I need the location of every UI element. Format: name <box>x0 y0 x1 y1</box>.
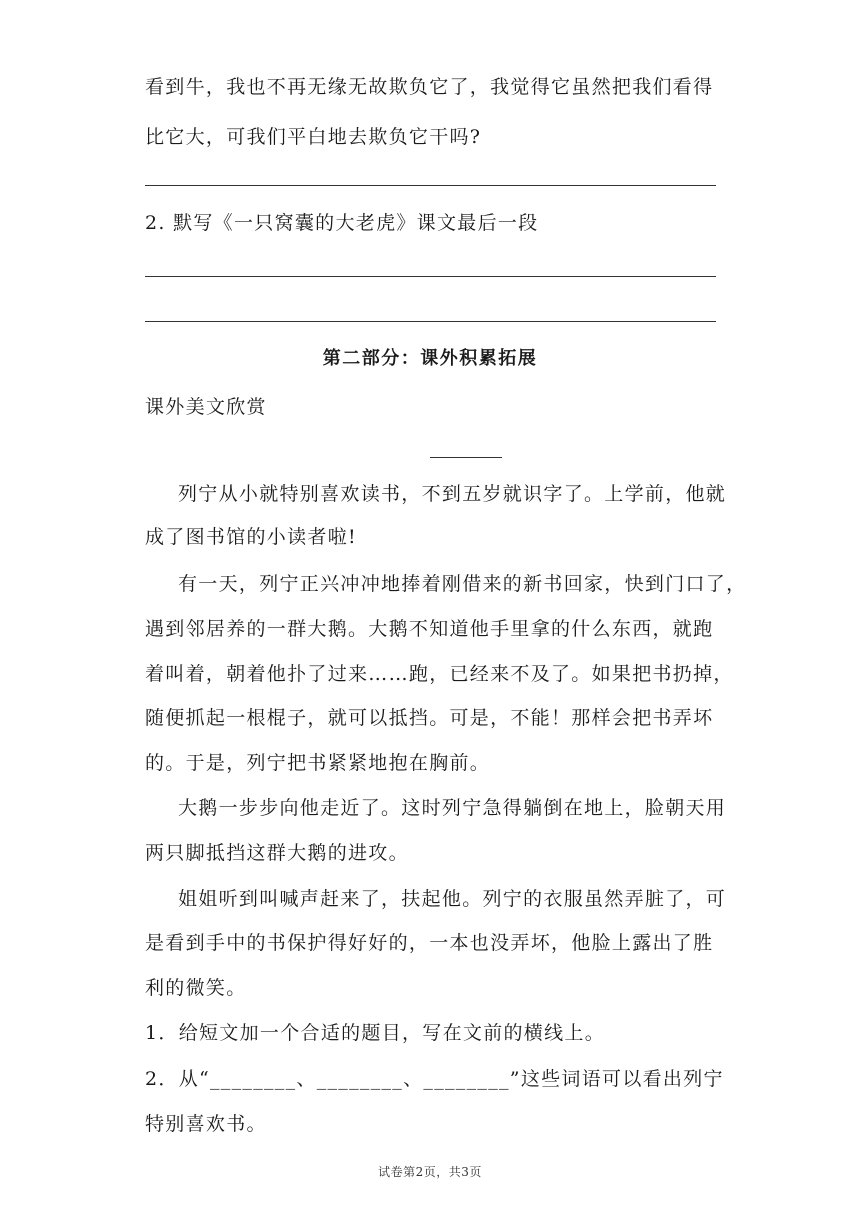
paragraph-line: 有一天，列宁正兴冲冲地捧着刚借来的新书回家，快到门口了， <box>178 573 747 595</box>
question-line: 2．从“________、________、________”这些词语可以看出列宁 <box>145 1068 724 1090</box>
paragraph-line: 的。于是，列宁把书紧紧地抱在胸前。 <box>145 752 491 774</box>
section-heading: 第二部分：课外积累拓展 <box>322 348 538 369</box>
paragraph-line: 姐姐听到叫喊声赶来了，扶起他。列宁的衣服虽然弄脏了，可 <box>178 888 727 910</box>
answer-line <box>145 276 716 277</box>
answer-line <box>145 185 716 186</box>
question-line: 特别喜欢书。 <box>145 1113 267 1135</box>
subheading: 课外美文欣赏 <box>145 396 267 418</box>
paragraph-line: 是看到手中的书保护得好好的，一本也没弄坏，他脸上露出了胜 <box>145 932 714 954</box>
paragraph-line: 利的微笑。 <box>145 977 247 999</box>
paragraph-line: 遇到邻居养的一群大鹅。大鹅不知道他手里拿的什么东西，就跑 <box>145 618 714 640</box>
paragraph-line: 着叫着，朝着他扑了过来……跑，已经来不及了。如果把书扔掉， <box>145 663 734 685</box>
paragraph-line: 随便抓起一根棍子，就可以抵挡。可是，不能！那样会把书弄坏 <box>145 707 714 729</box>
text-line: 比它大，可我们平白地去欺负它干吗? <box>145 126 482 148</box>
page-footer: 试卷第2页，共3页 <box>378 1165 482 1179</box>
question-line: 1．给短文加一个合适的题目，写在文前的横线上。 <box>145 1022 605 1044</box>
paragraph-line: 列宁从小就特别喜欢读书，不到五岁就识字了。上学前，他就 <box>178 483 727 505</box>
paragraph-line: 两只脚抵挡这群大鹅的进攻。 <box>145 842 409 864</box>
question-2: 2. 默写《一只窝囊的大老虎》课文最后一段 <box>145 212 539 234</box>
text-line: 看到牛，我也不再无缘无故欺负它了，我觉得它虽然把我们看得 <box>145 76 714 98</box>
paragraph-line: 大鹅一步步向他走近了。这时列宁急得躺倒在地上，脸朝天用 <box>178 797 727 819</box>
answer-line <box>145 321 716 322</box>
title-blank-line <box>430 457 502 458</box>
paragraph-line: 成了图书馆的小读者啦! <box>145 526 357 548</box>
